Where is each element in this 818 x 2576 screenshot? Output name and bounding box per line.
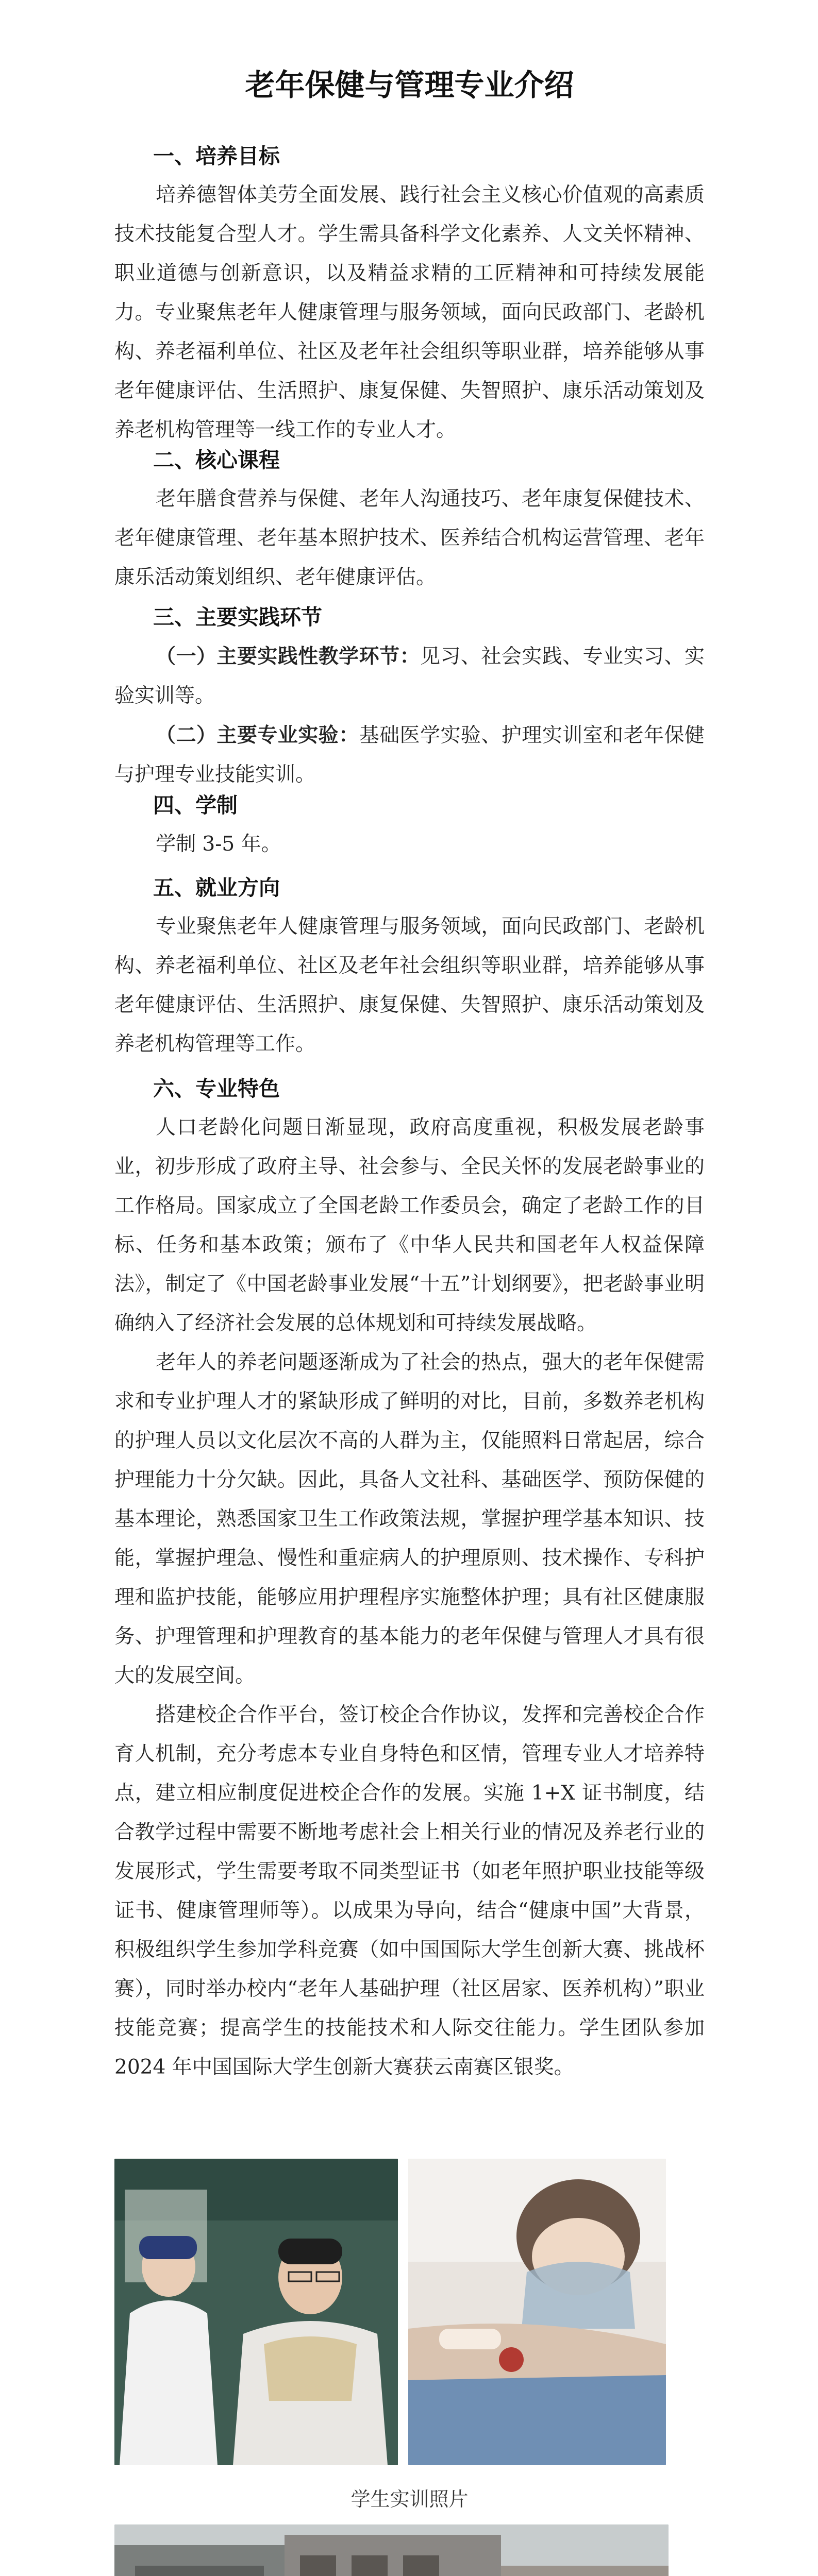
section-text-2: 老年人的养老问题逐渐成为了社会的热点，强大的老年保健需求和专业护理人才的紧缺形成了鲜明的对比，目前，多数养老机构的护理人员以文化层次不高的人群为主，仅能照料日常起居，综合护理能力十分欠缺。因此，具备人文社科、基础医学、预防保健的基本理论，熟悉国家卫生工作政策法规，掌握护理学基本知识、技能，掌握护理急、慢性和重症病人的护理原则、技术操作、专科护理和监护技能，能够应用护理程序实施整体护理；具有社区健康服务、护理管理和护理教育的基本能力的老年保健与管理人才具有很大的发展空间。 — [114, 1351, 705, 1687]
section-heading: 四、学制 — [153, 793, 238, 818]
section-heading: 二、核心课程 — [153, 448, 280, 472]
label-practice-teaching: （一）主要实践性教学环节： — [156, 645, 420, 668]
section-text: 学制 3-5 年。 — [156, 833, 281, 856]
photo-training-1 — [114, 2159, 398, 2465]
practice-teaching-text: 见习、社会实践、专业实习、实验实训等。 — [114, 645, 705, 707]
section-core-courses — [114, 440, 705, 597]
major-experiments-text: 基础医学实验、护理实训室和老年保健与护理专业技能实训。 — [114, 724, 705, 786]
section-heading: 六、专业特色 — [153, 1076, 280, 1101]
section-practice — [114, 598, 705, 794]
section-text-2 — [114, 716, 705, 794]
photo-training-1-image — [114, 2159, 398, 2465]
section-duration — [114, 786, 705, 864]
section-text-1: 人口老龄化问题日渐显现，政府高度重视，积极发展老龄事业，初步形成了政府主导、社会参与、全民关怀的发展老龄事业的工作格局。国家成立了全国老龄工作委员会，确定了老龄工作的目标、任务和基本政策；颁布了《中华人民共和国老年人权益保障法》，制定了《中国老龄事业发展“十五”计划纲要》，把老龄事业明确纳入了经济社会发展的总体规划和可持续发展战略。 — [114, 1116, 705, 1335]
section-text: 培养德智体美劳全面发展、践行社会主义核心价值观的高素质技术技能复合型人才。学生需具备科学文化素养、人文关怀精神、职业道德与创新意识，以及精益求精的工匠精神和可持续发展能力。专业聚焦老年人健康管理与服务领域，面向民政部门、老龄机构、养老福利单位、社区及老年社会组织等职业群，培养能够从事老年健康评估、生活照护、康复保健、失智照护、康乐活动策划及养老机构管理等一线工作的专业人才。 — [114, 183, 705, 442]
photo-training-2 — [408, 2159, 666, 2465]
label-major-experiments: （二）主要专业实验： — [156, 723, 359, 747]
section-text: 老年膳食营养与保健、老年人沟通技巧、老年康复保健技术、老年健康管理、老年基本照护技术、医养结合机构运营管理、老年康乐活动策划组织、老年健康评估。 — [114, 487, 705, 589]
caption-training: 学生实训照片 — [350, 2488, 469, 2511]
photo-observation-image — [114, 2524, 669, 2576]
section-training-goal — [114, 137, 705, 450]
section-features — [114, 1069, 705, 2087]
section-heading: 一、培养目标 — [153, 144, 280, 168]
section-text: 专业聚焦老年人健康管理与服务领域，面向民政部门、老龄机构、养老福利单位、社区及老年社会组织等职业群，培养能够从事老年健康评估、生活照护、康复保健、失智照护、康乐活动策划及养老机构管理等工作。 — [114, 915, 705, 1056]
section-heading: 五、就业方向 — [153, 875, 280, 900]
section-heading: 三、主要实践环节 — [153, 605, 322, 630]
section-text-1 — [114, 637, 705, 716]
photo-observation — [114, 2524, 669, 2576]
photo-training-2-image — [408, 2159, 666, 2465]
section-text-3: 搭建校企合作平台，签订校企合作协议，发挥和完善校企合作育人机制，充分考虑本专业自身特色和区情，管理专业人才培养特点，建立相应制度促进校企合作的发展。实施 1+X 证书制度，结合教学过程中需要不断地考虑社会上相关行业的情况及养老行业的发展形式，学生需要考取不同类型证书（如老年照护职业技能等级证书、健康管理师等）。以成果为导向，结合“健康中国”大背景，积极组织学生参加学科竞赛（如中国国际大学生创新大赛、挑战杯赛），同时举办校内“老年人基础护理（社区居家、医养机构）”职业技能竞赛；提高学生的技能技术和人际交往能力。学生团队参加 2024 年中国国际大学生创新大赛获云南赛区银奖。 — [114, 1703, 705, 2079]
page-title: 老年保健与管理专业介绍 — [245, 67, 574, 103]
section-employment — [114, 868, 705, 1064]
